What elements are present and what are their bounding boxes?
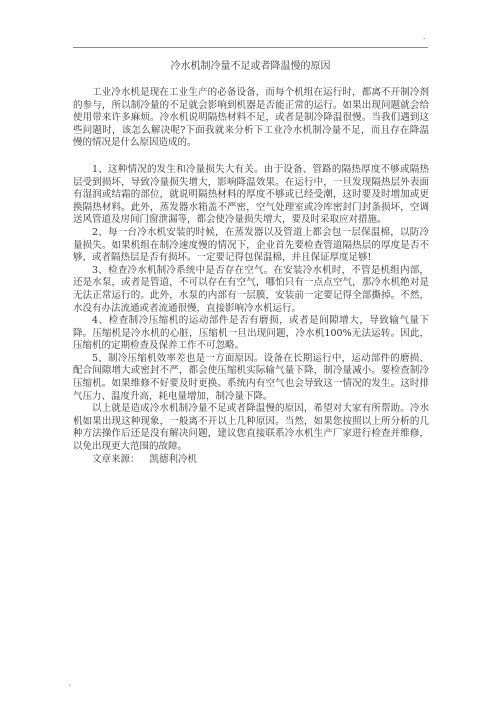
point-paragraph-2: 2、每一台冷水机安装的时候，在蒸发器以及管道上都会包一层保温棉，以防冷量损失。如果机组在制冷速度慢的情况下，企业首先要检查管道隔热层的厚度是否不够，或者隔热层是否有损坏。一定要记得包保温棉，并且保证厚度足够! xyxy=(73,226,429,264)
source-value: 凯德利冷机 xyxy=(149,453,198,465)
source-label: 文章来源： xyxy=(92,453,140,465)
point-paragraph-5: 5、制冷压缩机效率差也是一方面原因。设备在长期运行中，运动部件的磨损、配合间隙增大或密封不严，都会使压缩机实际输气量下降，制冷量减小。要检查制冷压缩机。如果维修不好要及时更换。系统内有空气也会导致这一情况的发生。这时排气压力、温度升高，耗电量增加，制冷量下降。 xyxy=(73,352,429,402)
article-body xyxy=(73,87,429,466)
point-paragraph-3: 3、检查冷水机制冷系统中是否存在空气。在安装冷水机时，不管是机组内部，还是水泵，或者是管道，不可以存在有空气，哪怕只有一点点空气，那冷水机绝对是无法正常运行的。此外，水泵的内部有一层膜，安装前一定要记得全部撕掉。不然，水没有办法流通或者流通很慢，直接影响冷水机运行。 xyxy=(73,264,429,314)
conclusion-paragraph: 以上就是造成冷水机制冷量不足或者降温慢的原因，希望对大家有所帮助。冷水机如果出现这种现象，一般离不开以上几种原因。当然，如果您按照以上所分析的几种方法操作后还是没有解决问题，建议您直接联系冷水机生产厂家进行检查并维修，以免出现更大范围的故障。 xyxy=(73,403,429,453)
source-line xyxy=(73,454,429,467)
header-rule xyxy=(73,47,428,48)
header-mark: - xyxy=(423,34,426,43)
intro-paragraph: 工业冷水机是现在工业生产的必备设备，而每个机组在运行时，都离不开制冷剂的参与，所以制冷量的不足就会影响到机器是否能正常的运行。如果出现问题就会给使用带来许多麻烦。冷水机说明隔热材料不足，或者是制冷降温很慢。当我们遇到这些问题时，该怎么解决呢?下面我就来分析下工业冷水机制冷量不足，而且存在降温慢的情况是什么原因造成的。 xyxy=(73,87,429,149)
page-title: 冷水机制冷量不足或者降温慢的原因 xyxy=(170,61,331,72)
point-paragraph-4: 4、检查制冷压缩机的运动部件是否有磨损，或者是间隙增大，导致输气量下降。压缩机是冷水机的心脏，压缩机一旦出现问题，冷水机100%无法运转。因此，压缩机的定期检查及保养工作不可忽略。 xyxy=(73,315,429,352)
point-paragraph-1: 1、这种情况的发生和冷量损失大有关。由于设备、管路的隔热厚度不够或隔热层受到损坏，导致冷量损失增大，影响降温效果。在运行中，一旦发现隔热层外表面有湿润或结霜的部位，就说明隔热材料的厚度不够或已经受潮，这时要及时增加或更换隔热材料。此外，蒸发器水箱盖不严密，空气处理室或冷库密封门封条损坏，空调送风管道及房间门窗泄漏等，都会使冷量损失增大，要及时采取应对措施。 xyxy=(73,163,429,226)
footer-mark: 、 xyxy=(68,678,76,687)
